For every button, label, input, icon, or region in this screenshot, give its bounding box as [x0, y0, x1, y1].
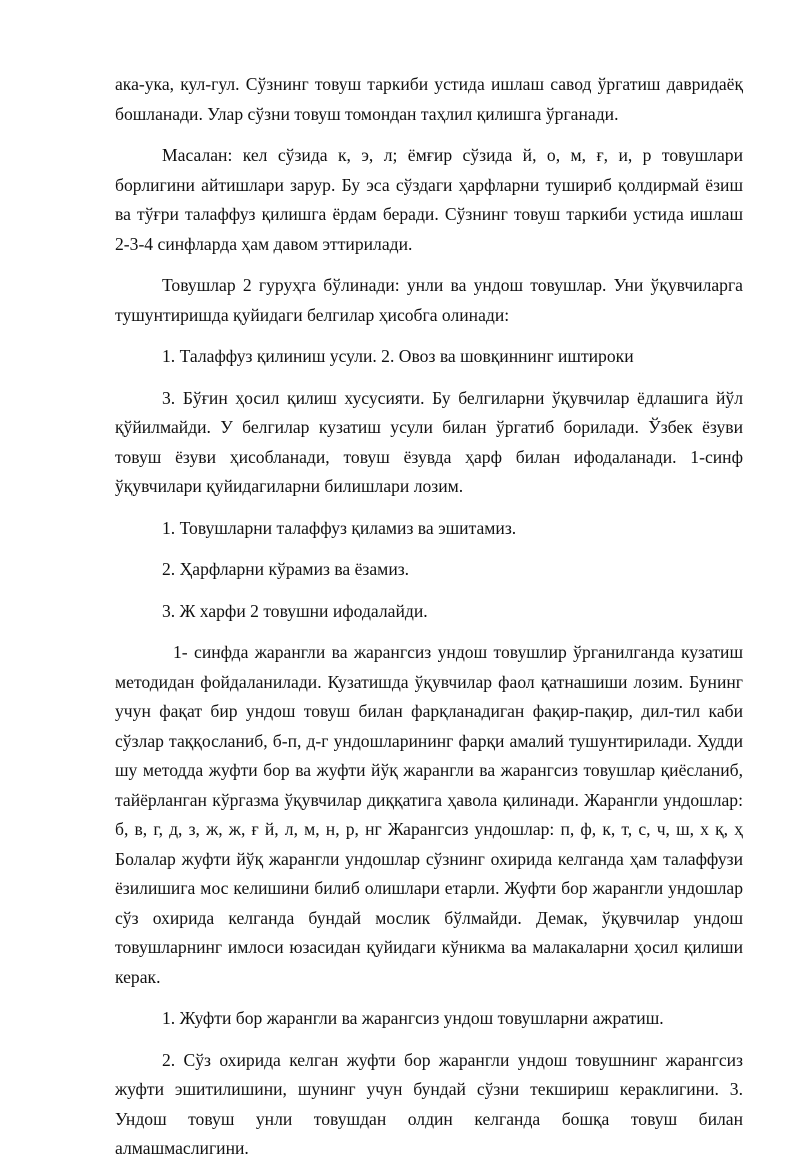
paragraph-5: 3. Бўғин ҳосил қилиш хусусияти. Бу белгиларни ўқувчилар ёдлашига йўл қўйилмайди. У белгилар кузатиш усули билан ўргатиб борилади. Ўзбек ёзуви товуш ёзуви ҳисобланади, товуш ёзувда ҳарф билан ифодаланади. 1-синф ўқувчилари қуйидагиларни билишлари лозим.: [115, 387, 743, 496]
paragraph-11: 2. Сўз охирида келган жуфти бор жарангли ундош товушнинг жарангсиз жуфти эшитилишини, шунинг учун бундай сўзни текшириш кераклигини. 3. Ундош товуш унли товушдан олдин келганда бошқа товуш билан алмашмаслигини.: [115, 1049, 743, 1158]
paragraph-9: 1- синфда жарангли ва жарангсиз ундош товушлир ўрганилганда кузатиш методидан фойдаланилади. Кузатишда ўқувчилар фаол қатнашиши лозим. Бунинг учун фақат бир ундош товуш билан фарқланадиган фақир-пақир, дил-тил каби сўзлар таққосланиб, б-п, д-г ундошларининг фарқи амалий тушунтирилади. Худди шу методда жуфти бор ва жуфти йўқ жарангли ва жарангсиз товушлар қиёсланиб, тайёрланган кўргазма ўқувчилар диққатига ҳавола қилинади. Жарангли ундошлар: б, в, г, д, з, ж, ж, ғ й, л, м, н, р, нг Жарангсиз ундошлар: п, ф, к, т, с, ч, ш, х қ, ҳ Болалар жуфти йўқ жарангли ундошлар сўзнинг охирида келганда ҳам талаффузи ёзилишига мос келишини билиб олишлари етарли. Жуфти бор жарангли ундошлар сўз охирида келганда бундай мослик бўлмайди. Демак, ўқувчилар ундош товушларнинг имлоси юзасидан қуйидаги кўникма ва малакаларни ҳосил қилиши керак.: [115, 642, 743, 987]
document-page: [115, 70, 743, 1176]
paragraph-4: 1. Талаффуз қилиниш усули. 2. Овоз ва шовқиннинг иштироки: [162, 346, 634, 366]
paragraph-7: 2. Ҳарфларни кўрамиз ва ёзамиз.: [162, 559, 410, 579]
paragraph-3: Товушлар 2 гуруҳга бўлинади: унли ва ундош товушлар. Уни ўқувчиларга тушунтиришда қуйидаги белгилар ҳисобга олинади:: [115, 275, 743, 325]
paragraph-2: Масалан: кел сўзида к, э, л; ёмғир сўзида й, о, м, ғ, и, р товушлари борлигини айтишлари зарур. Бу эса сўздаги ҳарфларни тушириб қолдирмай ёзиш ва тўғри талаффуз қилишга ёрдам беради. Сўзнинг товуш таркиби устида ишлаш 2-3-4 синфларда ҳам давом эттирилади.: [115, 145, 743, 254]
paragraph-10: 1. Жуфти бор жарангли ва жарангсиз ундош товушларни ажратиш.: [162, 1008, 664, 1028]
paragraph-8: 3. Ж харфи 2 товушни ифодалайди.: [162, 600, 428, 621]
paragraph-1: ака-ука, кул-гул. Сўзнинг товуш таркиби устида ишлаш савод ўргатиш давридаёқ бошланади. Улар сўзни товуш томондан таҳлил қилишга ўрганади.: [115, 74, 743, 124]
paragraph-6: 1. Товушларни талаффуз қиламиз ва эшитамиз.: [162, 517, 517, 538]
